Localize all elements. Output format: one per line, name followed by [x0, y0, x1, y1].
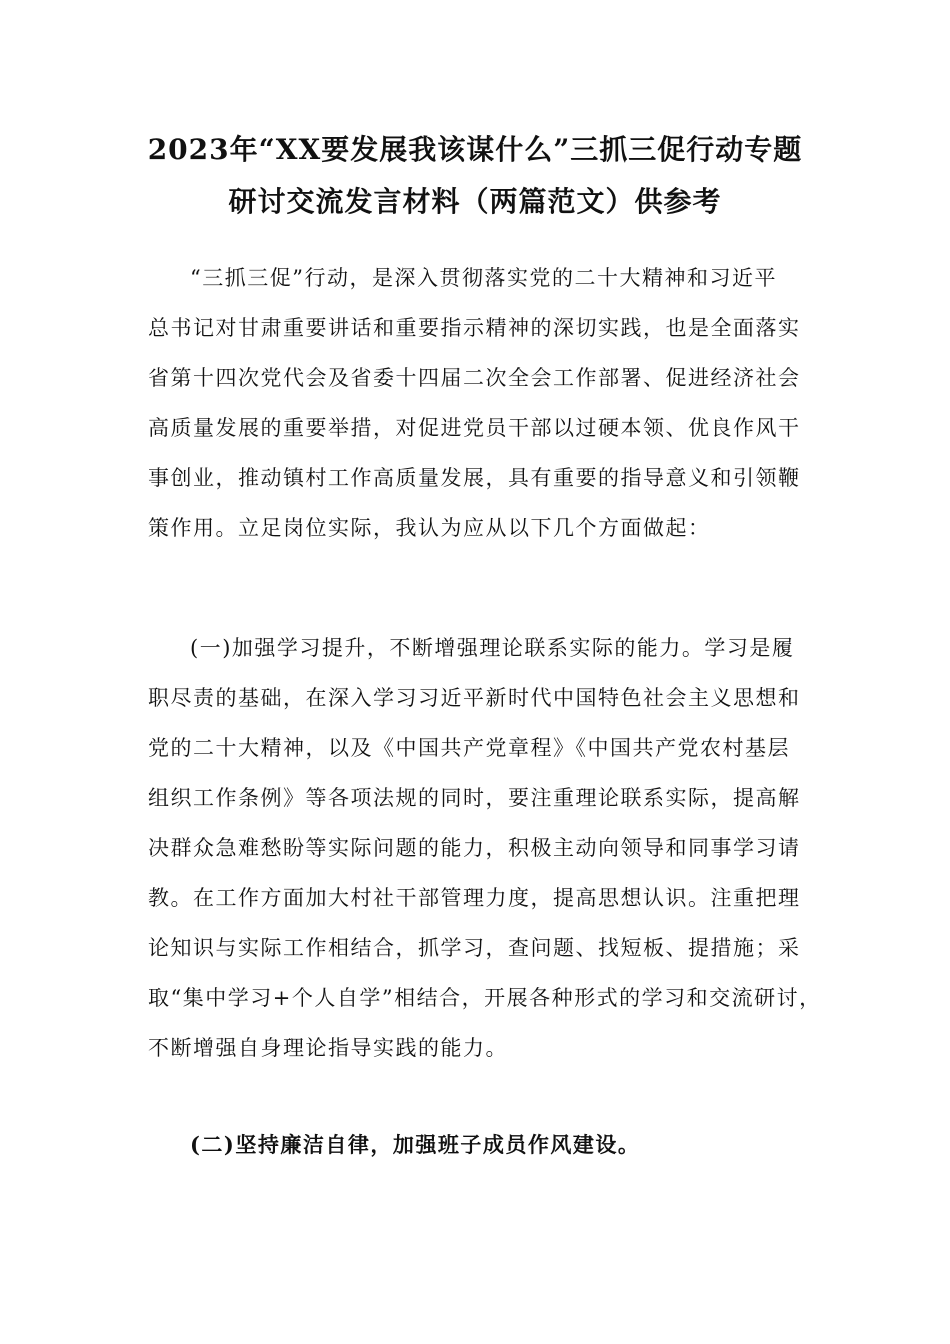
paragraph-line: 决群众急难愁盼等实际问题的能力，积极主动向领导和同事学习请 [148, 836, 801, 860]
heading-line: (二)坚持廉洁自律，加强班子成员作风建设。 [190, 1132, 641, 1157]
title-line: 2023年“XX要发展我该谋什么”三抓三促行动专题 [147, 133, 803, 166]
title-line: 研讨交流发言材料（两篇范文）供参考 [228, 185, 722, 218]
paragraph-line: 事创业，推动镇村工作高质量发展，具有重要的指导意义和引领鞭 [148, 466, 801, 490]
paragraph-line: 教。在工作方面加大村社干部管理力度，提高思想认识。注重把理 [148, 886, 801, 910]
paragraph-line: 不断增强自身理论指导实践的能力。 [148, 1036, 508, 1060]
section-1-paragraph [148, 623, 822, 1073]
section-2-heading [148, 1120, 818, 1170]
document-title [110, 124, 840, 228]
intro-paragraph [148, 253, 818, 553]
paragraph-line: 党的二十大精神，以及《中国共产党章程》《中国共产党农村基层 [148, 736, 790, 760]
paragraph-line: 省第十四次党代会及省委十四届二次全会工作部署、促进经济社会 [148, 366, 801, 390]
paragraph-line: 高质量发展的重要举措，对促进党员干部以过硬本领、优良作风干 [148, 416, 801, 440]
paragraph-line: 总书记对甘肃重要讲话和重要指示精神的深切实践，也是全面落实 [148, 316, 801, 340]
paragraph-line: 组织工作条例》等各项法规的同时，要注重理论联系实际，提高解 [148, 786, 801, 810]
paragraph-line: (一)加强学习提升，不断增强理论联系实际的能力。学习是履 [190, 636, 795, 660]
paragraph-line: 取“集中学习+个人自学”相结合，开展各种形式的学习和交流研讨， [148, 986, 822, 1010]
paragraph-line: “三抓三促”行动，是深入贯彻落实党的二十大精神和习近平 [190, 266, 777, 290]
paragraph-line: 职尽责的基础，在深入学习习近平新时代中国特色社会主义思想和 [148, 686, 801, 710]
paragraph-line: 策作用。立足岗位实际，我认为应从以下几个方面做起： [148, 516, 711, 540]
paragraph-line: 论知识与实际工作相结合，抓学习，查问题、找短板、提措施；采 [148, 936, 801, 960]
